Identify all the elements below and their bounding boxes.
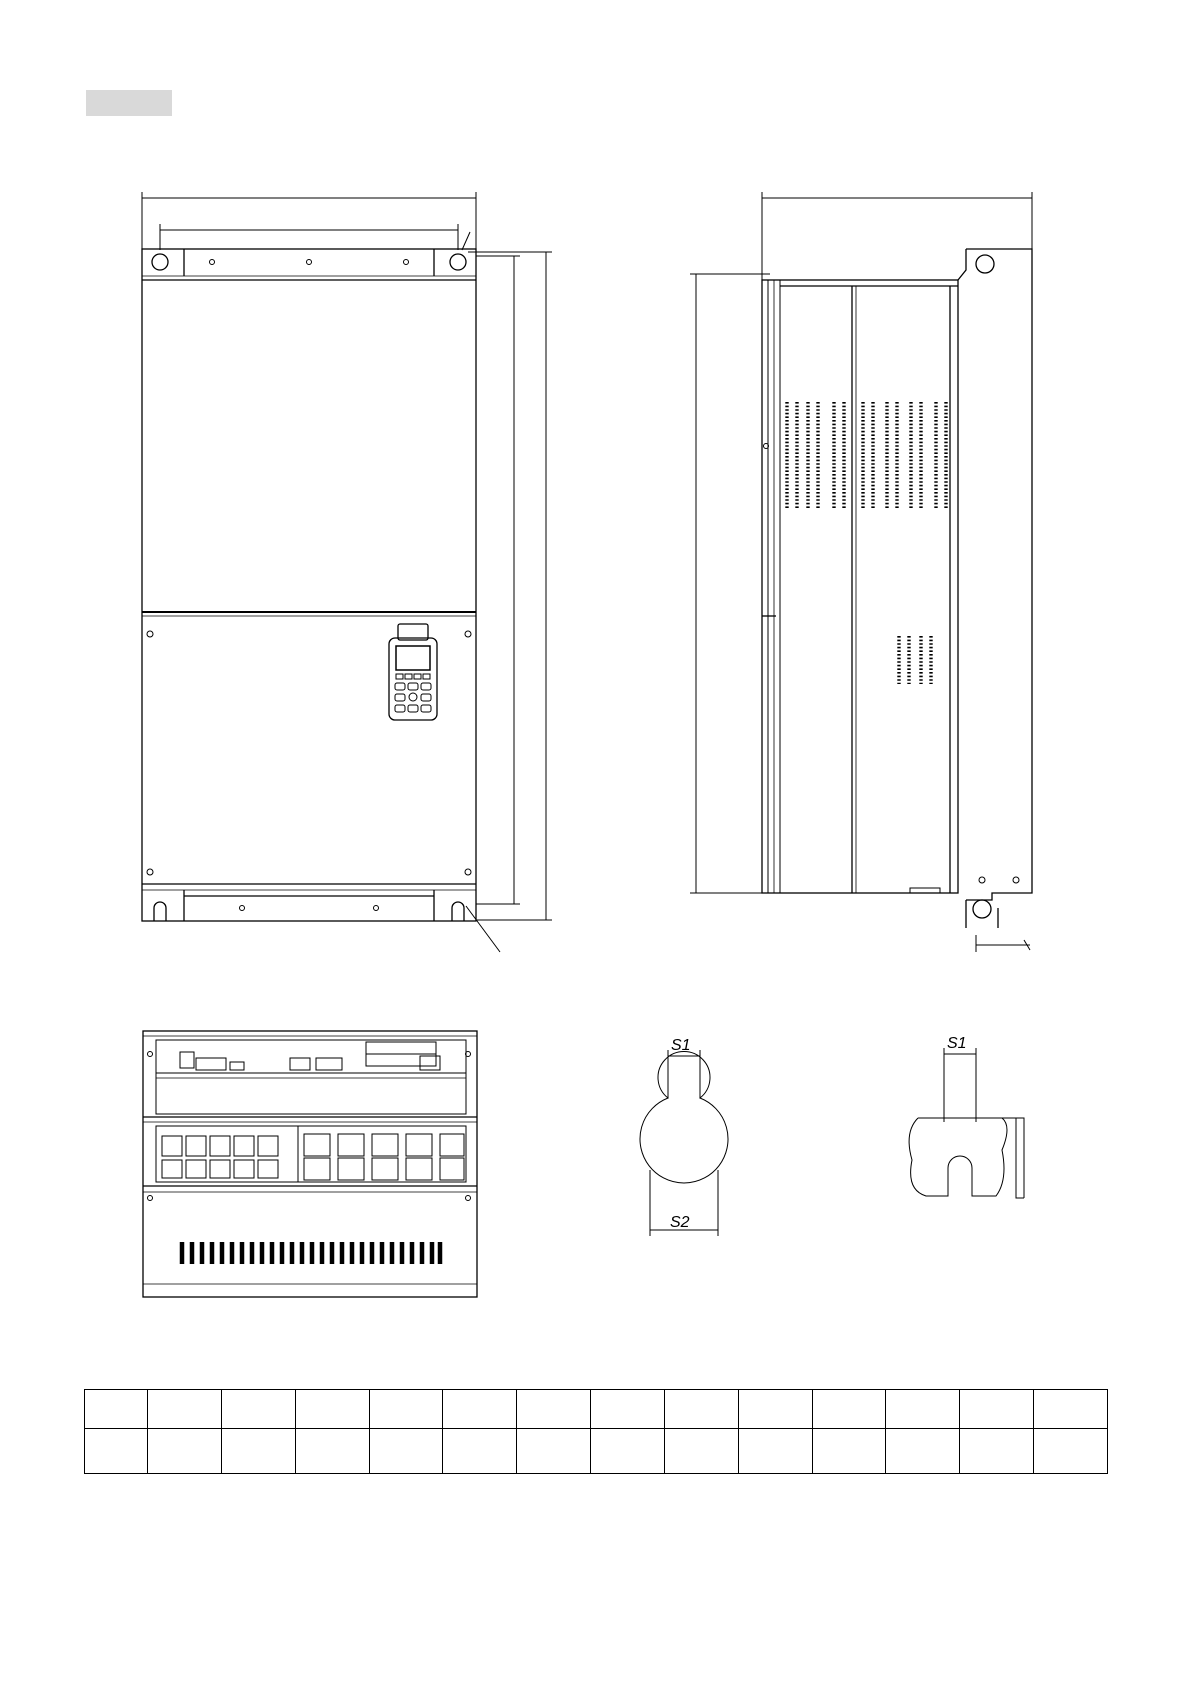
fan-grille [182, 1242, 440, 1264]
power-terminals [156, 1126, 466, 1182]
front-view [142, 192, 552, 952]
keyhole-s1-label: S1 [671, 1037, 691, 1054]
control-board [180, 1042, 440, 1070]
drive-body [142, 249, 476, 921]
table-cell [369, 1429, 443, 1474]
side-depth-dimension [690, 192, 1032, 893]
table-cell [148, 1390, 222, 1429]
table-cell [812, 1429, 886, 1474]
table-cell [517, 1390, 591, 1429]
mount-hole [973, 900, 991, 918]
table-cell [221, 1390, 295, 1429]
slot-s1-label: S1 [947, 1035, 967, 1052]
table-cell [960, 1429, 1034, 1474]
table-cell [738, 1429, 812, 1474]
table-cell [591, 1390, 665, 1429]
table-cell [886, 1390, 960, 1429]
table-cell [295, 1429, 369, 1474]
table-cell [443, 1429, 517, 1474]
table-cell [664, 1429, 738, 1474]
table-cell [886, 1429, 960, 1474]
mount-hole [976, 255, 994, 273]
table-cell [1034, 1429, 1108, 1474]
front-height-dimension [466, 252, 552, 952]
slot-detail [909, 1048, 1024, 1198]
spec-table [84, 1389, 1108, 1474]
table-cell [1034, 1390, 1108, 1429]
table-cell [738, 1390, 812, 1429]
table-cell [960, 1390, 1034, 1429]
keyhole-outline [640, 1052, 728, 1183]
table-cell [812, 1390, 886, 1429]
vent-grille [787, 402, 946, 684]
table-cell [221, 1429, 295, 1474]
keyhole-s2-label: S2 [670, 1214, 690, 1231]
table-cell [664, 1390, 738, 1429]
table-row [85, 1390, 1108, 1429]
front-width-dimension [142, 192, 476, 250]
mount-hole [450, 254, 466, 270]
table-cell [591, 1429, 665, 1474]
table-row [85, 1429, 1108, 1474]
table-cell [148, 1429, 222, 1474]
table-cell [369, 1390, 443, 1429]
side-view [690, 192, 1032, 952]
table-cell [517, 1429, 591, 1474]
mount-hole [152, 254, 168, 270]
mount-slot [154, 902, 166, 921]
table-cell [85, 1429, 148, 1474]
table-cell [85, 1390, 148, 1429]
table-cell [443, 1390, 517, 1429]
side-body [762, 280, 958, 893]
mount-slot [452, 902, 464, 921]
keypad [389, 624, 437, 720]
keyhole-detail [640, 1050, 728, 1236]
slot-outline [909, 1118, 1007, 1196]
table-cell [295, 1390, 369, 1429]
bottom-view [143, 1031, 477, 1297]
